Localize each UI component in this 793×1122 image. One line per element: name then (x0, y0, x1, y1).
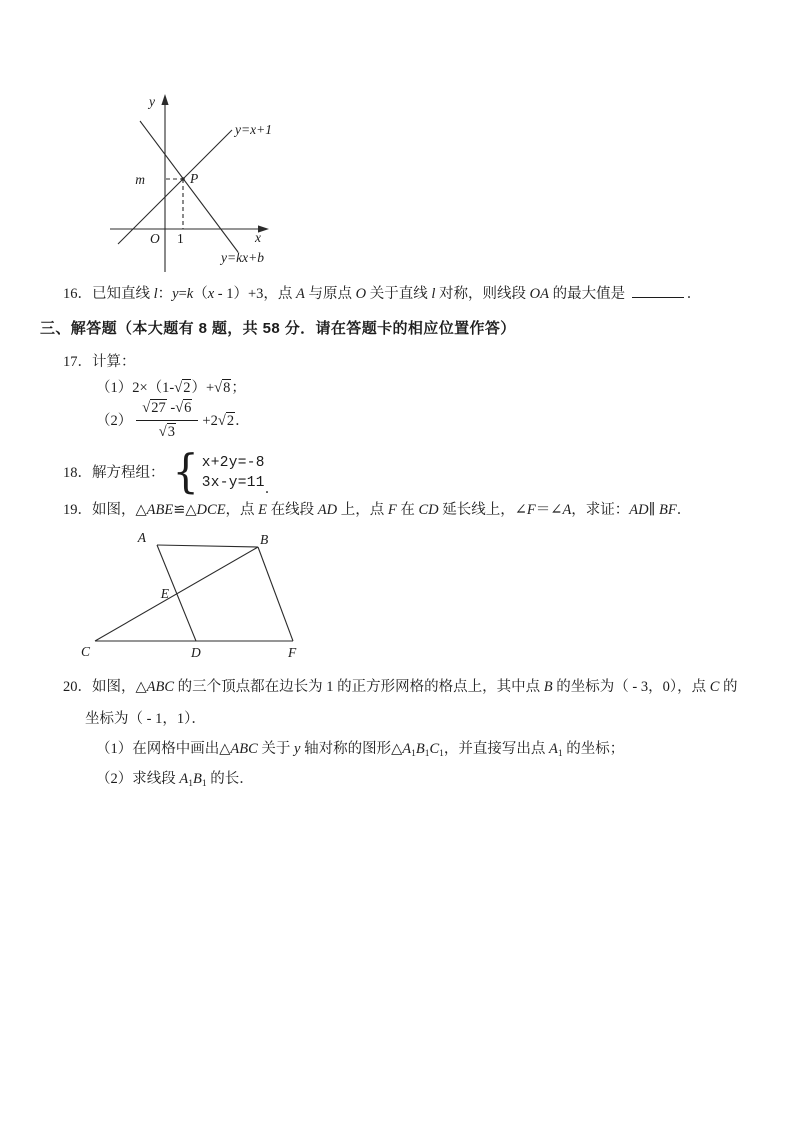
section-header: 三、解答题（本大题有 8 题，共 58 分．请在答题卡的相应位置作答） (40, 320, 516, 337)
question-16-text: 16．已知直线 l：y=k（x - 1）+3，点 A 与原点 O 关于直线 l 对称，则线段 OA 的最大值是 ． (63, 283, 701, 304)
system-period: ． (264, 481, 280, 497)
fraction-denominator: √3 (158, 424, 175, 440)
vertex-c-label: C (81, 644, 91, 659)
x-axis-label: x (255, 230, 261, 245)
vertex-e-label: E (160, 586, 169, 601)
equation-1: x+2y=-8 (201, 454, 265, 471)
part2-prefix: （2） (96, 412, 133, 429)
part2-suffix: +2√2． (202, 412, 250, 429)
point-p-dot (181, 177, 185, 181)
y-axis-arrow (161, 94, 168, 105)
equation-2: 3x-y=11 (201, 474, 265, 491)
m-label: m (135, 172, 145, 187)
question-20-text-line1: 20．如图，△ABC 的三个顶点都在边长为 1 的正方形网格的格点上，其中点 B 的坐标为（ - 3，0），点 C 的 (63, 679, 738, 695)
origin-label: O (150, 231, 160, 246)
vertex-d-label: D (191, 645, 201, 660)
line-up-equation-label: y=x+1 (235, 122, 272, 137)
vertex-f-label: F (288, 645, 297, 660)
question-19-text: 19．如图，△ABE≌△DCE，点 E 在线段 AD 上，点 F 在 CD 延长线上，∠F＝∠A，求证：AD∥ BF． (63, 502, 692, 518)
question-20-part2: （2）求线段 $A_1B_1$ 的长． (96, 771, 254, 789)
question-17-part2 (96, 399, 250, 442)
system-brace: { (171, 444, 199, 498)
question-18 (63, 444, 280, 498)
question-20-part1: （1）在网格中画出△ABC 关于 y 轴对称的图形$\triangle A_1B_1C_1$，并直接写出点 $A_1$ 的坐标； (96, 741, 625, 759)
vertex-a-label: A (137, 530, 146, 545)
question-17-part1: （1）2×（1-√2）+√8； (96, 380, 246, 396)
question-17-heading: 17．计算： (63, 354, 136, 370)
fraction (136, 399, 198, 442)
segment-cb (95, 547, 258, 641)
equation-system (202, 453, 265, 493)
p-label: P (190, 171, 199, 186)
segment-ab (157, 545, 258, 547)
x-tick-1-label: 1 (177, 231, 184, 246)
line-down-equation-label: y=kx+b (221, 250, 264, 265)
fraction-numerator: √27 -√6 (136, 399, 198, 421)
question-18-heading: 18．解方程组： (63, 464, 165, 481)
line-y-equals-x-plus-1 (118, 130, 232, 244)
figure-triangle (80, 530, 310, 665)
y-axis-label: y (149, 94, 155, 109)
segment-bf (258, 547, 293, 641)
vertex-b-label: B (260, 532, 269, 547)
figure-coordinate-graph (105, 88, 305, 283)
question-20-text-line2: 坐标为（ - 1，1）． (85, 711, 206, 727)
